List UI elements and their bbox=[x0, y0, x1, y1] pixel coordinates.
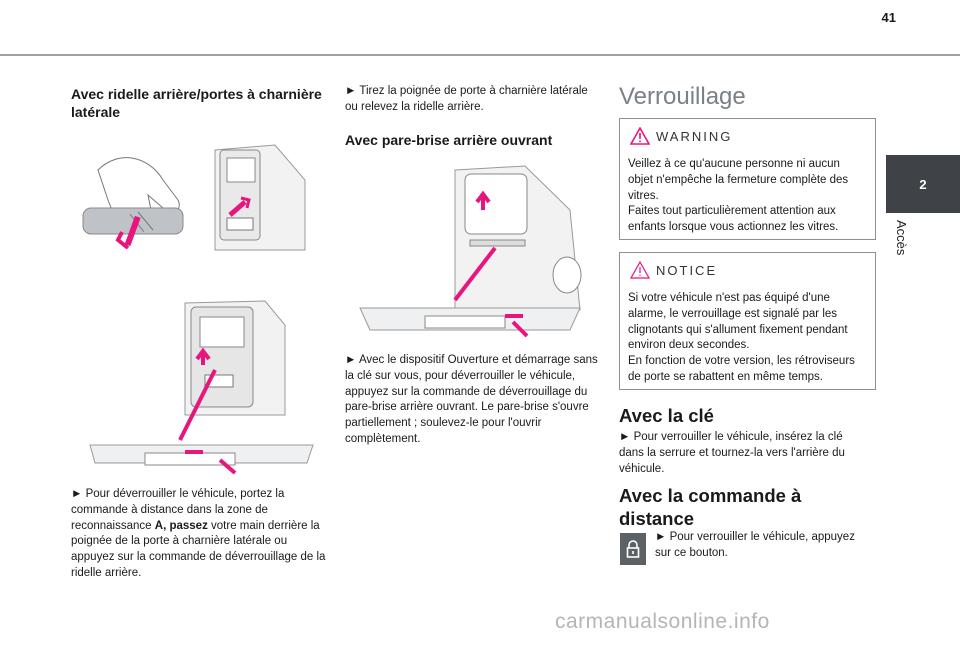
hand-handle-illustration bbox=[78, 140, 208, 270]
col2-heading: Avec pare-brise arrière ouvrant bbox=[345, 132, 553, 148]
col1-heading: Avec ridelle arrière/portes à charnière latérale bbox=[71, 86, 322, 120]
watermark: carmanualsonline.info bbox=[555, 610, 770, 633]
col1-heading-wrap bbox=[71, 85, 331, 121]
top-rule bbox=[0, 54, 960, 56]
notice-title: NOTICE bbox=[656, 263, 718, 278]
notice-line-2: En fonction de votre version, les rétroviseurs de porte se rabattent en même temps. bbox=[628, 355, 855, 383]
warning-title: WARNING bbox=[656, 129, 733, 144]
notice-box bbox=[619, 252, 876, 390]
key-paragraph: ► Pour verrouiller le véhicule, insérez la clé dans la serrure et tournez-la vers l'arrière du véhicule. bbox=[619, 431, 845, 475]
col1-paragraph bbox=[71, 487, 326, 582]
col1-para-a: ► Pour déverrouiller le véhicule, portez la commande à distance dans la zone de reconnaissance bbox=[71, 488, 285, 532]
notice-line-1: Si votre véhicule n'est pas équipé d'une alarme, le verrouillage est signalé par les clignotants qui s'allument fixement pendant environ deux secondes. bbox=[628, 292, 848, 352]
warning-box bbox=[619, 118, 876, 240]
chapter-tab[interactable]: 2 bbox=[886, 155, 960, 213]
van-rear-illustration bbox=[205, 140, 309, 270]
rear-window-illustration bbox=[355, 160, 595, 345]
lock-icon bbox=[620, 533, 646, 565]
tailgate-illustration bbox=[85, 295, 320, 480]
col2-paragraph: ► Avec le dispositif Ouverture et démarrage sans la clé sur vous, pour déverrouiller le véhicule, appuyez sur la commande de déverrouillage du pare-brise arrière ouvrant. Le pare-brise s'ouvre partiellement ; soulevez-le pour l'ouvrir complètement. bbox=[345, 354, 598, 445]
key-heading: Avec la clé bbox=[619, 405, 714, 426]
chapter-label: Accès bbox=[894, 220, 909, 256]
page-number: 41 bbox=[881, 10, 896, 25]
remote-paragraph: ► Pour verrouiller le véhicule, appuyez sur ce bouton. bbox=[655, 531, 855, 559]
notice-text bbox=[628, 291, 867, 386]
notice-icon bbox=[630, 261, 650, 279]
col1-para-b: votre main derrière la poignée de la porte à charnière latérale ou appuyez sur la commande de déverrouillage de la ridelle arrière. bbox=[71, 519, 326, 579]
col1-para-bold: A, passez bbox=[154, 519, 208, 532]
warning-line-1: Veillez à ce qu'aucune personne ni aucun objet n'empêche la fermeture complète des vitres. bbox=[628, 158, 849, 202]
section-title: Verrouillage bbox=[619, 83, 746, 110]
warning-icon bbox=[630, 127, 650, 145]
warning-line-2: Faites tout particulièrement attention aux enfants lorsque vous actionnez les vitres. bbox=[628, 205, 839, 234]
col2-intro: ► Tirez la poignée de porte à charnière latérale ou relevez la ridelle arrière. bbox=[345, 85, 588, 113]
remote-heading: Avec la commande à distance bbox=[619, 485, 802, 529]
warning-text bbox=[628, 157, 867, 236]
